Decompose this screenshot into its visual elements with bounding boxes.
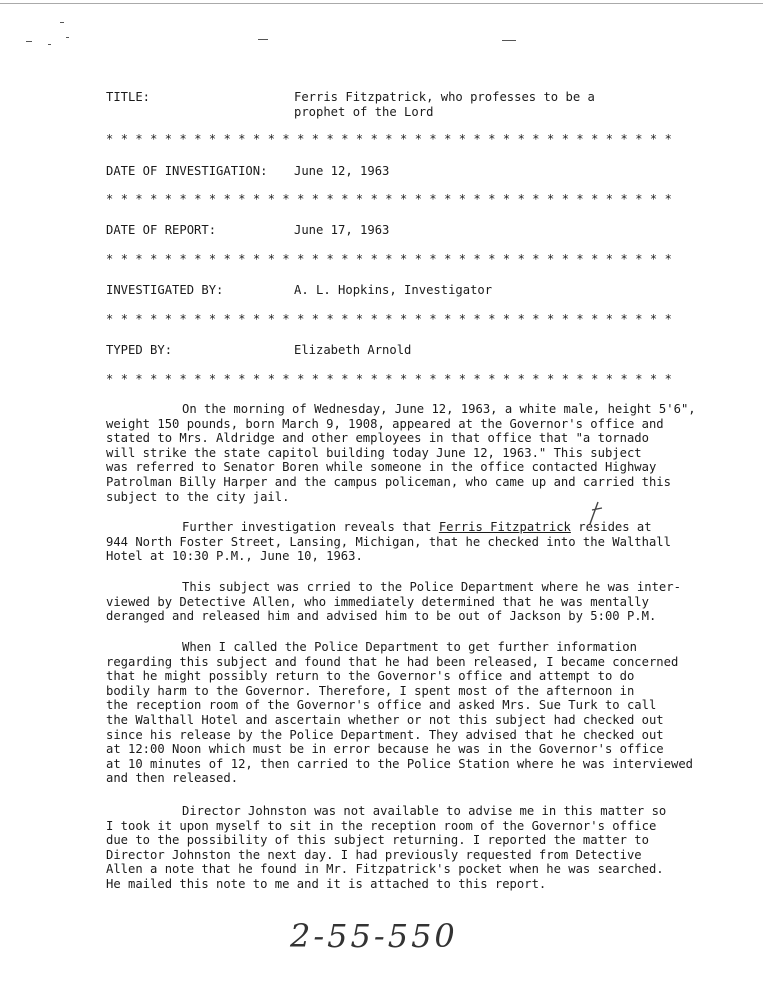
separator-star: * (194, 372, 202, 386)
separator-star: * (488, 132, 496, 146)
separator-star: * (488, 252, 496, 266)
paragraph-line: Allen a note that he found in Mr. Fitzpatrick's pocket when he was searched. (106, 862, 664, 877)
separator-star: * (135, 252, 143, 266)
investigated-by-label: INVESTIGATED BY: (106, 283, 224, 297)
separator-star: * (120, 252, 128, 266)
separator-stars (106, 192, 676, 206)
separator-star: * (532, 252, 540, 266)
paragraph-line: 944 North Foster Street, Lansing, Michigan, that he checked into the Walthall (106, 534, 671, 549)
separator-star: * (370, 252, 378, 266)
separator-star: * (414, 132, 422, 146)
separator-star: * (547, 192, 555, 206)
separator-star: * (502, 192, 511, 206)
paragraph-line: Hotel at 10:30 P.M., June 10, 1963. (106, 549, 363, 564)
separator-star: * (223, 372, 231, 386)
paragraph-line: due to the possibility of this subject returning. I reported the matter to (106, 833, 649, 848)
separator-star: * (253, 192, 261, 206)
separator-star: * (135, 192, 143, 206)
top-border-line (0, 3, 763, 4)
separator-star: * (106, 132, 114, 146)
separator-star: * (473, 372, 481, 386)
separator-star: * (282, 312, 290, 326)
paragraph-2 (106, 520, 706, 564)
paragraph-line: viewed by Detective Allen, who immediately determined that he was mentally (106, 594, 649, 609)
date-of-investigation-value: June 12, 1963 (294, 164, 390, 178)
typed-by-row (106, 343, 706, 373)
separator-star: * (414, 252, 422, 266)
separator-star: * (488, 372, 496, 386)
separator-star: * (164, 312, 173, 326)
separator-star: * (532, 372, 540, 386)
separator-star: * (311, 372, 320, 386)
separator-star: * (400, 312, 408, 326)
separator-star: * (576, 132, 584, 146)
separator-stars (106, 372, 676, 386)
separator-star: * (620, 132, 628, 146)
separator-star: * (591, 192, 599, 206)
separator-star: * (297, 192, 305, 206)
separator-star: * (429, 252, 437, 266)
paragraph-line: was referred to Senator Boren while someone in the office contacted Highway (106, 460, 657, 475)
separator-star: * (458, 252, 467, 266)
separator-star: * (150, 312, 158, 326)
separator-star: * (400, 132, 408, 146)
separator-star: * (605, 372, 614, 386)
paragraph-line: This subject was crried to the Police Department where he was inter- (182, 580, 681, 594)
separator-star: * (591, 372, 599, 386)
separator-star: * (282, 372, 290, 386)
typed-by-label: TYPED BY: (106, 343, 173, 357)
separator-star: * (547, 372, 555, 386)
paragraph-line: weight 150 pounds, born March 9, 1908, appeared at the Governor's office and (106, 416, 664, 431)
paragraph-line: Director Johnston was not available to advise me in this matter so (182, 804, 667, 818)
separator-star: * (635, 192, 643, 206)
separator-star: * (164, 252, 173, 266)
separator-star: * (444, 312, 452, 326)
separator-star: * (341, 252, 349, 266)
separator-star: * (561, 372, 569, 386)
separator-star: * (135, 372, 143, 386)
separator-star: * (297, 312, 305, 326)
separator-star: * (311, 192, 320, 206)
separator-star: * (517, 312, 525, 326)
separator-star: * (414, 192, 422, 206)
scan-speck (60, 22, 64, 23)
separator-star: * (664, 252, 672, 266)
paragraph-line: stated to Mrs. Aldridge and other employees in that office that "a tornado (106, 431, 649, 446)
separator-star: * (267, 132, 275, 146)
separator-star: * (414, 312, 422, 326)
separator-star: * (326, 192, 334, 206)
separator-stars (106, 252, 676, 266)
separator-star: * (400, 192, 408, 206)
separator-star: * (355, 132, 364, 146)
separator-stars (106, 312, 676, 326)
separator-star: * (164, 132, 173, 146)
paragraph-line: Patrolman Billy Harper and the campus policeman, who came up and carried this (106, 474, 671, 489)
separator-star: * (414, 372, 422, 386)
separator-star: * (576, 192, 584, 206)
separator-star: * (576, 252, 584, 266)
separator-star: * (664, 312, 672, 326)
separator-star: * (620, 372, 628, 386)
paragraph-4 (106, 640, 706, 786)
separator-star: * (649, 372, 658, 386)
separator-star: * (370, 312, 378, 326)
separator-star: * (150, 372, 158, 386)
paragraph-line: He mailed this note to me and it is attached to this report. (106, 876, 547, 891)
separator-star: * (106, 312, 114, 326)
separator-star: * (502, 252, 511, 266)
separator-star: * (561, 192, 569, 206)
separator-star: * (649, 312, 658, 326)
paragraph-line: the Walthall Hotel and ascertain whether or not this subject had checked out (106, 712, 664, 727)
title-row (106, 90, 706, 120)
separator-star: * (620, 252, 628, 266)
separator-star: * (253, 312, 261, 326)
separator-star: * (458, 312, 467, 326)
scan-speck (26, 41, 32, 42)
separator-star: * (576, 312, 584, 326)
separator-star: * (664, 192, 672, 206)
separator-star: * (488, 312, 496, 326)
separator-star: * (106, 252, 114, 266)
separator-star: * (355, 372, 364, 386)
separator-star: * (502, 312, 511, 326)
separator-star: * (297, 132, 305, 146)
handwritten-file-number: 2-55-550 (290, 917, 458, 955)
date-of-investigation-label: DATE OF INVESTIGATION: (106, 164, 268, 178)
separator-star: * (429, 312, 437, 326)
separator-star: * (355, 312, 364, 326)
separator-star: * (297, 372, 305, 386)
separator-star: * (238, 192, 246, 206)
separator-star: * (370, 192, 378, 206)
separator-star: * (326, 252, 334, 266)
separator-star: * (267, 192, 275, 206)
separator-star: * (547, 312, 555, 326)
paragraph-line: Further investigation reveals that Ferris Fitzpatrick resides at (182, 520, 652, 534)
separator-star: * (517, 132, 525, 146)
separator-star: * (458, 192, 467, 206)
scan-speck (258, 39, 268, 40)
handwritten-correction-mark (586, 498, 606, 528)
separator-star: * (326, 132, 334, 146)
separator-star: * (208, 372, 217, 386)
separator-star: * (341, 372, 349, 386)
separator-star: * (605, 312, 614, 326)
separator-star: * (106, 372, 114, 386)
separator-star: * (326, 372, 334, 386)
separator-star: * (208, 192, 217, 206)
separator-star: * (238, 312, 246, 326)
separator-star: * (444, 192, 452, 206)
date-of-investigation-row (106, 164, 706, 194)
separator-star: * (473, 252, 481, 266)
separator-star: * (311, 252, 320, 266)
separator-star: * (591, 312, 599, 326)
separator-star: * (605, 192, 614, 206)
separator-star: * (311, 132, 320, 146)
separator-star: * (253, 372, 261, 386)
typed-by-value: Elizabeth Arnold (294, 343, 412, 357)
separator-star: * (517, 252, 525, 266)
separator-star: * (385, 132, 393, 146)
title-value-line1: Ferris Fitzpatrick, who professes to be a (294, 90, 595, 104)
separator-star: * (253, 252, 261, 266)
paragraph-line: On the morning of Wednesday, June 12, 1963, a white male, height 5'6", (182, 402, 696, 416)
separator-star: * (282, 252, 290, 266)
separator-star: * (605, 132, 614, 146)
paragraph-line: I took it upon myself to sit in the reception room of the Governor's office (106, 818, 657, 833)
separator-star: * (649, 132, 658, 146)
separator-star: * (267, 252, 275, 266)
separator-star: * (282, 192, 290, 206)
title-value-line2: prophet of the Lord (294, 105, 434, 119)
separator-star: * (150, 132, 158, 146)
separator-star: * (341, 312, 349, 326)
separator-star: * (561, 252, 569, 266)
separator-star: * (223, 192, 231, 206)
separator-star: * (179, 132, 187, 146)
separator-star: * (635, 312, 643, 326)
separator-star: * (635, 132, 643, 146)
separator-star: * (150, 192, 158, 206)
date-of-report-label: DATE OF REPORT: (106, 223, 217, 237)
separator-star: * (106, 192, 114, 206)
paragraph-line: and then released. (106, 771, 239, 786)
separator-star: * (429, 132, 437, 146)
separator-star: * (444, 252, 452, 266)
separator-star: * (194, 132, 202, 146)
separator-star: * (179, 252, 187, 266)
separator-star: * (267, 372, 275, 386)
investigated-by-value: A. L. Hopkins, Investigator (294, 283, 493, 297)
separator-star: * (605, 252, 614, 266)
separator-star: * (385, 252, 393, 266)
paragraph-line: deranged and released him and advised him to be out of Jackson by 5:00 P.M. (106, 609, 657, 624)
paragraph-line: since his release by the Police Department. They advised that he checked out (106, 727, 664, 742)
paragraph-3 (106, 580, 706, 624)
separator-star: * (208, 312, 217, 326)
separator-star: * (120, 312, 128, 326)
separator-star: * (238, 372, 246, 386)
underlined-subject-name: Ferris Fitzpatrick (438, 520, 571, 534)
separator-star: * (164, 192, 173, 206)
separator-star: * (238, 252, 246, 266)
separator-star: * (282, 132, 290, 146)
paragraph-line: Director Johnston the next day. I had previously requested from Detective (106, 847, 642, 862)
separator-star: * (591, 132, 599, 146)
separator-star: * (591, 252, 599, 266)
separator-star: * (502, 132, 511, 146)
separator-star: * (297, 252, 305, 266)
scan-speck (66, 37, 69, 38)
separator-star: * (473, 192, 481, 206)
separator-star: * (532, 312, 540, 326)
separator-star: * (208, 132, 217, 146)
paragraph-line: bodily harm to the Governor. Therefore, I spent most of the afternoon in (106, 683, 635, 698)
separator-star: * (444, 372, 452, 386)
title-label: TITLE: (106, 90, 151, 104)
separator-star: * (164, 372, 173, 386)
separator-star: * (385, 192, 393, 206)
separator-star: * (311, 312, 320, 326)
separator-star: * (458, 132, 467, 146)
separator-star: * (223, 252, 231, 266)
scan-speck (502, 40, 516, 41)
separator-star: * (267, 312, 275, 326)
separator-star: * (179, 372, 187, 386)
separator-star: * (532, 132, 540, 146)
separator-star: * (473, 132, 481, 146)
scan-speck (48, 44, 51, 45)
separator-star: * (355, 252, 364, 266)
separator-star: * (635, 252, 643, 266)
separator-star: * (547, 252, 555, 266)
separator-star: * (355, 192, 364, 206)
separator-star: * (561, 312, 569, 326)
separator-star: * (120, 192, 128, 206)
separator-star: * (223, 312, 231, 326)
date-of-report-value: June 17, 1963 (294, 223, 390, 237)
separator-star: * (120, 132, 128, 146)
separator-star: * (620, 312, 628, 326)
separator-star: * (532, 192, 540, 206)
separator-star: * (635, 372, 643, 386)
separator-stars (106, 132, 676, 146)
separator-star: * (370, 372, 378, 386)
separator-star: * (561, 132, 569, 146)
paragraph-line: that he might possibly return to the Governor's office and attempt to do (106, 669, 635, 684)
separator-star: * (385, 312, 393, 326)
separator-star: * (517, 192, 525, 206)
paragraph-line: will strike the state capitol building today June 12, 1963." This subject (106, 445, 642, 460)
paragraph-5 (106, 804, 706, 892)
separator-star: * (649, 192, 658, 206)
paragraph-line: regarding this subject and found that he had been released, I became concerned (106, 654, 679, 669)
separator-star: * (473, 312, 481, 326)
separator-star: * (179, 312, 187, 326)
separator-star: * (444, 132, 452, 146)
separator-star: * (400, 252, 408, 266)
separator-star: * (664, 132, 672, 146)
separator-star: * (135, 132, 143, 146)
paragraph-line: subject to the city jail. (106, 489, 290, 504)
paragraph-line: at 12:00 Noon which must be in error because he was in the Governor's office (106, 742, 664, 757)
separator-star: * (400, 372, 408, 386)
separator-star: * (194, 192, 202, 206)
separator-star: * (429, 192, 437, 206)
separator-star: * (253, 132, 261, 146)
separator-star: * (664, 372, 672, 386)
separator-star: * (547, 132, 555, 146)
separator-star: * (326, 312, 334, 326)
separator-star: * (341, 132, 349, 146)
separator-star: * (385, 372, 393, 386)
separator-star: * (502, 372, 511, 386)
separator-star: * (179, 192, 187, 206)
paragraph-1 (106, 402, 706, 504)
separator-star: * (150, 252, 158, 266)
separator-star: * (458, 372, 467, 386)
separator-star: * (576, 372, 584, 386)
paragraph-line: the reception room of the Governor's office and asked Mrs. Sue Turk to call (106, 698, 657, 713)
separator-star: * (194, 312, 202, 326)
separator-star: * (238, 132, 246, 146)
separator-star: * (341, 192, 349, 206)
separator-star: * (429, 372, 437, 386)
date-of-report-row (106, 223, 706, 253)
paragraph-line: When I called the Police Department to get further information (182, 640, 637, 654)
separator-star: * (135, 312, 143, 326)
separator-star: * (223, 132, 231, 146)
separator-star: * (120, 372, 128, 386)
separator-star: * (488, 192, 496, 206)
paragraph-line: at 10 minutes of 12, then carried to the Police Station where he was interviewed (106, 756, 693, 771)
separator-star: * (517, 372, 525, 386)
separator-star: * (194, 252, 202, 266)
investigated-by-row (106, 283, 706, 313)
separator-star: * (208, 252, 217, 266)
separator-star: * (649, 252, 658, 266)
separator-star: * (620, 192, 628, 206)
separator-star: * (370, 132, 378, 146)
